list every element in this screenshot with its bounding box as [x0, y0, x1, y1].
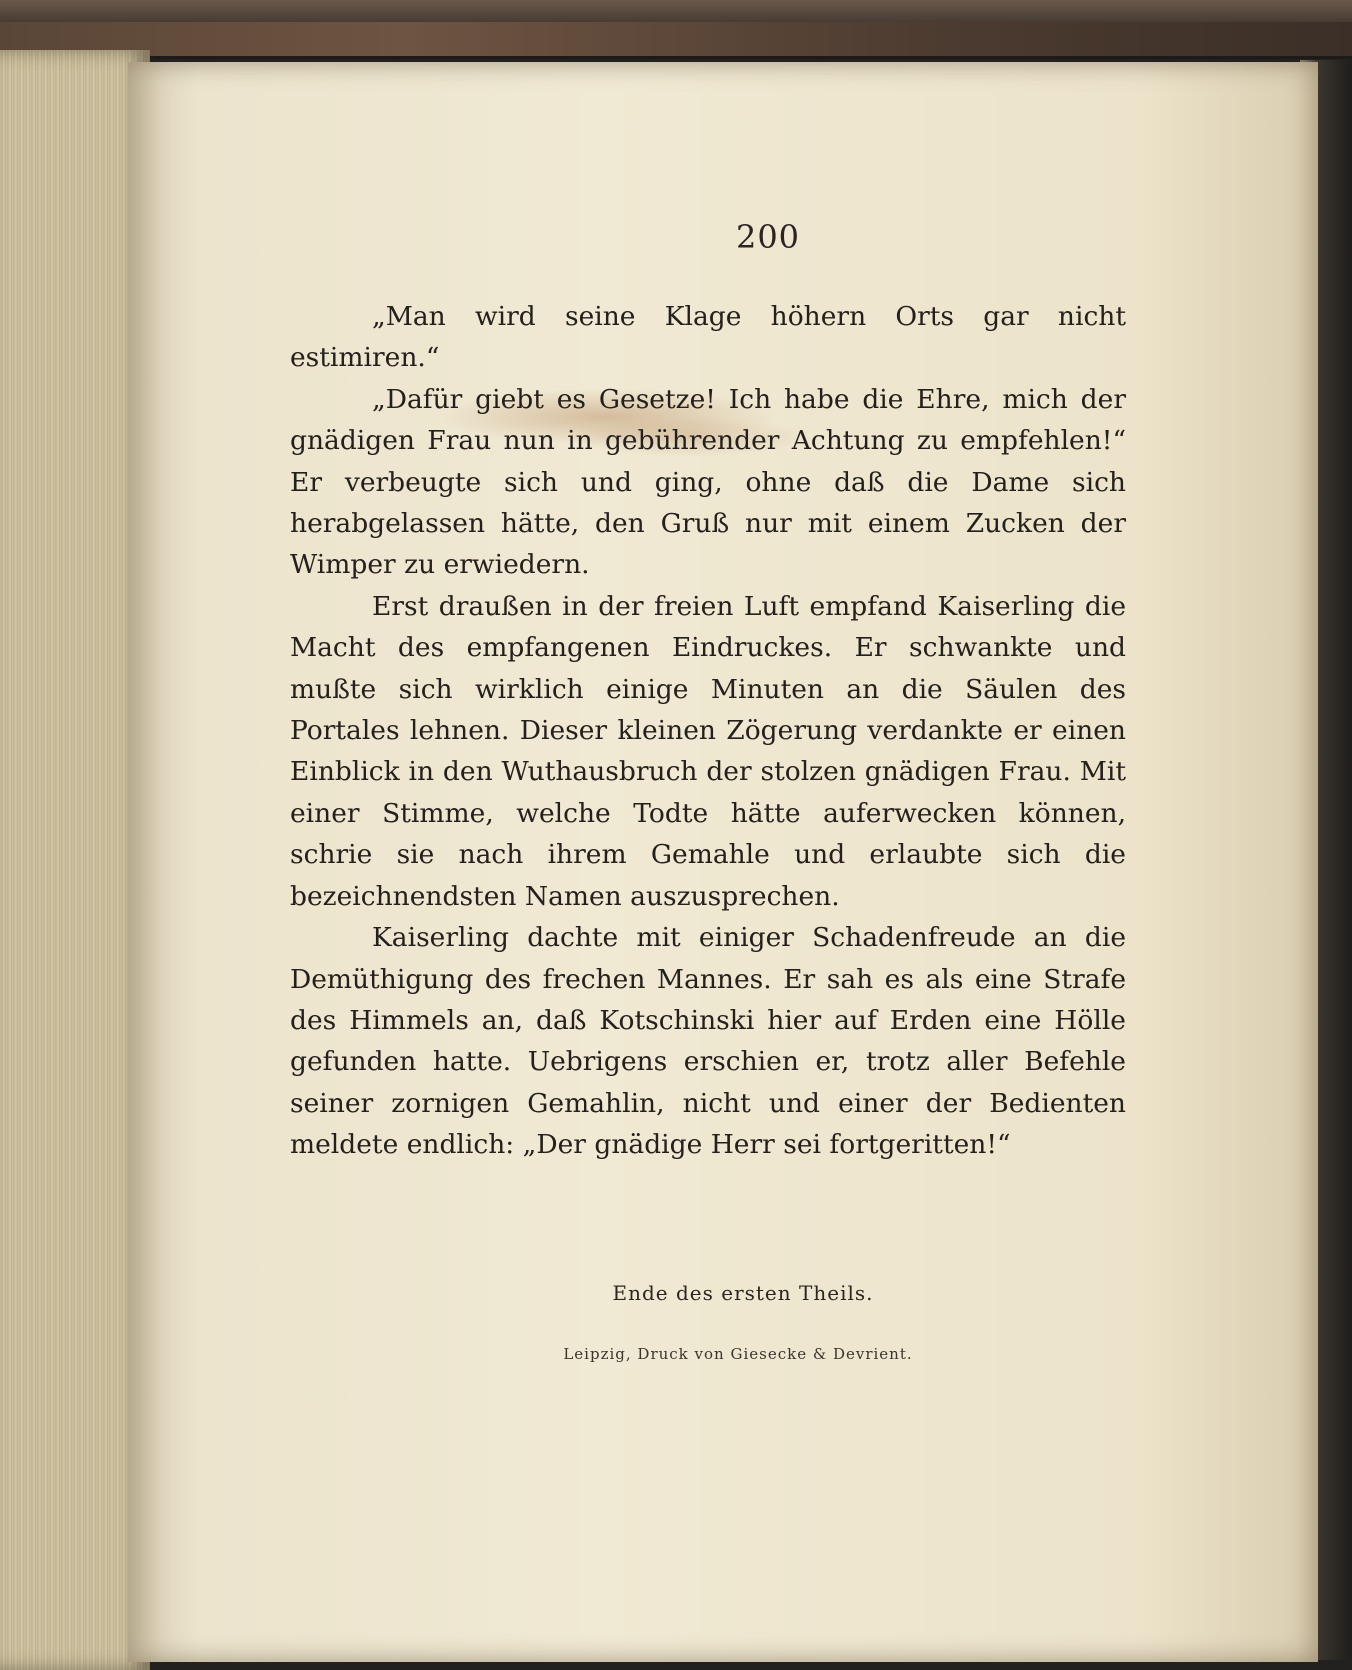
- body-text: [290, 296, 1126, 1166]
- page-number: 200: [735, 218, 801, 256]
- end-of-part-note: Ende des ersten Theils.: [612, 1281, 874, 1305]
- paragraph-3: Erst draußen in der freien Luft empfand Kaiserling die Macht des empfangenen Eindruckes. Er schwankte und mußte sich wirklich einige Minuten an die Säulen des Portales lehnen. Dieser kleinen Zögerung verdankte er einen Einblick in den Wuthausbruch der stolzen gnädigen Frau. Mit einer Stimme, welche Todte hätte auferwecken können, schrie sie nach ihrem Gemahle und erlaubte sich die bezeichnendsten Namen auszusprechen.: [290, 590, 1126, 912]
- paragraph-1: „Man wird seine Klage höhern Orts gar nicht estimiren.“: [290, 301, 1126, 374]
- printer-imprint: Leipzig, Druck von Giesecke & Devrient.: [563, 1345, 913, 1363]
- paragraph-4: Kaiserling dachte mit einiger Schadenfreude an die Demüthigung des frechen Mannes. Er sah es als eine Strafe des Himmels an, daß Kotschinski hier auf Erden eine Hölle gefunden hatte. Uebrigens erschien er, trotz aller Befehle seiner zornigen Gemahlin, nicht und einer der Bedienten meldete endlich: „Der gnädige Herr sei fortgeritten!“: [290, 922, 1126, 1161]
- book-page: [128, 62, 1318, 1662]
- paragraph-2: „Dafür giebt es Gesetze! Ich habe die Ehre, mich der gnädigen Frau nun in gebührender Achtung zu empfehlen!“ Er verbeugte sich und ging, ohne daß die Dame sich herabgelassen hätte, den Gruß nur mit einem Zucken der Wimper zu erwiedern.: [290, 383, 1126, 581]
- book-cover-edge: [0, 22, 1352, 59]
